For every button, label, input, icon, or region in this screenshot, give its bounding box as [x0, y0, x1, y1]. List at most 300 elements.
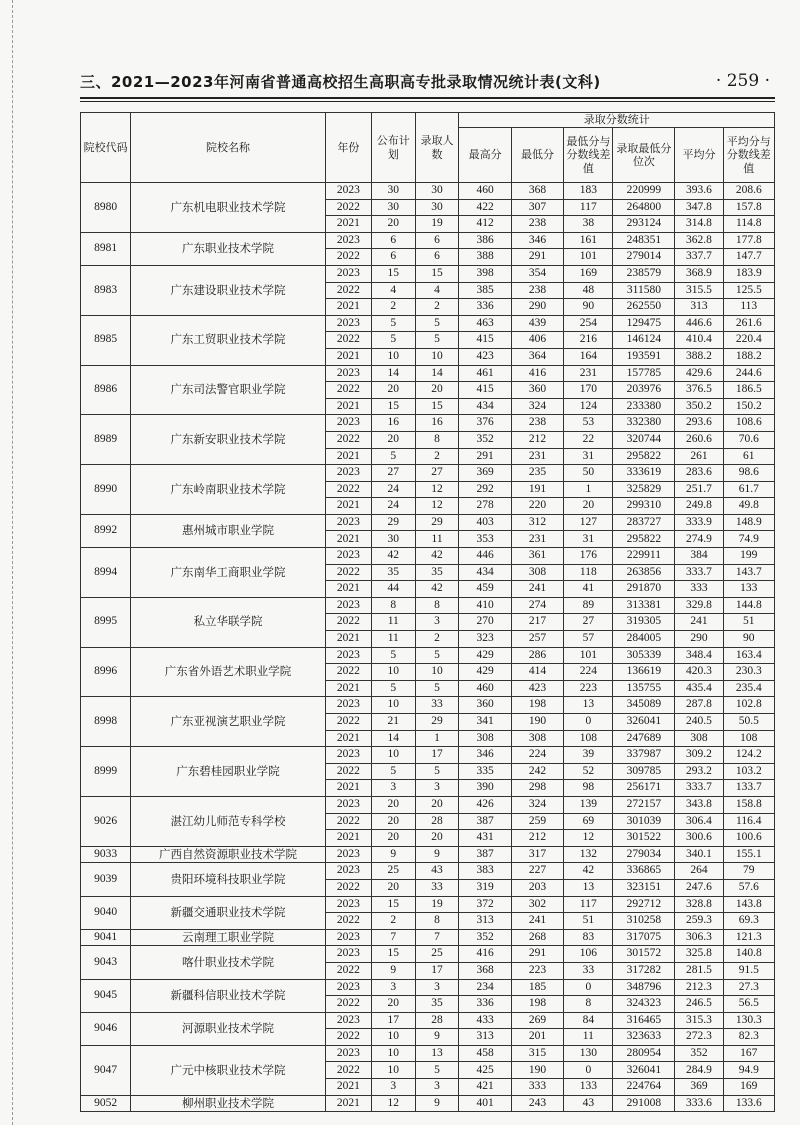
max-score-cell: 291	[459, 448, 511, 465]
admitted-cell: 2	[415, 448, 459, 465]
avg-diff-cell: 61	[723, 448, 774, 465]
admitted-cell: 28	[415, 1012, 459, 1029]
min-score-cell: 241	[511, 913, 563, 930]
min-diff-cell: 20	[564, 498, 613, 515]
min-diff-cell: 83	[564, 929, 613, 946]
rank-cell: 283727	[613, 514, 675, 531]
admitted-cell: 1	[415, 730, 459, 747]
admitted-cell: 29	[415, 714, 459, 731]
year-cell: 2022	[325, 199, 371, 216]
year-cell: 2021	[325, 498, 371, 515]
max-score-cell: 319	[459, 879, 511, 896]
rank-cell: 332380	[613, 415, 675, 432]
table-row	[81, 1012, 775, 1029]
max-score-cell: 278	[459, 498, 511, 515]
min-score-cell: 257	[511, 631, 563, 648]
admitted-cell: 35	[415, 564, 459, 581]
plan-cell: 20	[371, 830, 415, 847]
max-score-cell: 423	[459, 348, 511, 365]
avg-diff-cell: 244.6	[723, 365, 774, 382]
plan-cell: 5	[371, 680, 415, 697]
avg-score-cell: 410.4	[675, 332, 723, 349]
avg-diff-cell: 188.2	[723, 348, 774, 365]
admitted-cell: 11	[415, 531, 459, 548]
max-score-cell: 335	[459, 763, 511, 780]
avg-diff-cell: 167	[723, 1045, 774, 1062]
avg-diff-cell: 140.8	[723, 946, 774, 963]
admitted-cell: 8	[415, 431, 459, 448]
avg-score-cell: 340.1	[675, 846, 723, 863]
avg-diff-cell: 100.6	[723, 830, 774, 847]
min-diff-cell: 53	[564, 415, 613, 432]
max-score-cell: 401	[459, 1095, 511, 1112]
school-name-cell: 广东机电职业技术学院	[131, 183, 326, 233]
min-diff-cell: 0	[564, 979, 613, 996]
table-row	[81, 896, 775, 913]
rank-cell: 324323	[613, 996, 675, 1013]
max-score-cell: 383	[459, 863, 511, 880]
avg-score-cell: 348.4	[675, 647, 723, 664]
school-code-cell: 9040	[81, 896, 131, 929]
min-diff-cell: 108	[564, 730, 613, 747]
plan-cell: 7	[371, 929, 415, 946]
page-header	[80, 68, 770, 94]
plan-cell: 10	[371, 1045, 415, 1062]
rank-cell: 323151	[613, 879, 675, 896]
school-name-cell: 惠州城市职业学院	[131, 514, 326, 547]
avg-diff-cell: 74.9	[723, 531, 774, 548]
year-cell: 2023	[325, 597, 371, 614]
rank-cell: 311580	[613, 282, 675, 299]
min-diff-cell: 183	[564, 183, 613, 200]
avg-score-cell: 337.7	[675, 249, 723, 266]
min-score-cell: 364	[511, 348, 563, 365]
rank-cell: 193591	[613, 348, 675, 365]
table-header	[81, 113, 775, 183]
avg-score-cell: 309.2	[675, 747, 723, 764]
max-score-cell: 352	[459, 431, 511, 448]
min-diff-cell: 169	[564, 265, 613, 282]
rank-cell: 136619	[613, 664, 675, 681]
avg-score-cell: 446.6	[675, 315, 723, 332]
min-score-cell: 302	[511, 896, 563, 913]
min-diff-cell: 0	[564, 714, 613, 731]
rank-cell: 326041	[613, 714, 675, 731]
max-score-cell: 368	[459, 962, 511, 979]
admitted-cell: 15	[415, 265, 459, 282]
year-cell: 2023	[325, 1045, 371, 1062]
year-cell: 2023	[325, 929, 371, 946]
avg-diff-cell: 186.5	[723, 382, 774, 399]
avg-score-cell: 212.3	[675, 979, 723, 996]
avg-diff-cell: 49.8	[723, 498, 774, 515]
admitted-cell: 42	[415, 581, 459, 598]
min-score-cell: 423	[511, 680, 563, 697]
min-score-cell: 414	[511, 664, 563, 681]
avg-diff-cell: 50.5	[723, 714, 774, 731]
rank-cell: 301572	[613, 946, 675, 963]
table-row	[81, 979, 775, 996]
avg-score-cell: 315.5	[675, 282, 723, 299]
min-diff-cell: 98	[564, 780, 613, 797]
header-rule-thin	[80, 101, 775, 102]
year-cell: 2022	[325, 481, 371, 498]
year-cell: 2021	[325, 531, 371, 548]
rank-cell: 263856	[613, 564, 675, 581]
table-row	[81, 514, 775, 531]
table-row	[81, 846, 775, 863]
avg-diff-cell: 108.6	[723, 415, 774, 432]
avg-diff-cell: 150.2	[723, 398, 774, 415]
avg-score-cell: 333.9	[675, 514, 723, 531]
school-code-cell: 9039	[81, 863, 131, 896]
plan-cell: 27	[371, 465, 415, 482]
max-score-cell: 415	[459, 382, 511, 399]
min-diff-cell: 51	[564, 913, 613, 930]
rank-cell: 291870	[613, 581, 675, 598]
min-score-cell: 360	[511, 382, 563, 399]
plan-cell: 15	[371, 398, 415, 415]
min-score-cell: 241	[511, 581, 563, 598]
admitted-cell: 17	[415, 962, 459, 979]
avg-diff-cell: 125.5	[723, 282, 774, 299]
min-diff-cell: 13	[564, 879, 613, 896]
col-admitted-header: 录取人数	[415, 113, 459, 183]
avg-score-cell: 249.8	[675, 498, 723, 515]
max-score-cell: 429	[459, 664, 511, 681]
school-code-cell: 8989	[81, 415, 131, 465]
avg-score-cell: 333	[675, 581, 723, 598]
max-score-cell: 421	[459, 1079, 511, 1096]
max-score-cell: 458	[459, 1045, 511, 1062]
page-title: 三、2021—2023年河南省普通高校招生高职高专批录取情况统计表(文科)	[80, 72, 601, 91]
avg-diff-cell: 163.4	[723, 647, 774, 664]
max-score-cell: 403	[459, 514, 511, 531]
year-cell: 2021	[325, 1095, 371, 1112]
school-code-cell: 9043	[81, 946, 131, 979]
school-name-cell: 广东亚视演艺职业学院	[131, 697, 326, 747]
plan-cell: 12	[371, 1095, 415, 1112]
admitted-cell: 33	[415, 879, 459, 896]
min-score-cell: 231	[511, 448, 563, 465]
min-diff-cell: 90	[564, 299, 613, 316]
avg-score-cell: 283.6	[675, 465, 723, 482]
min-diff-cell: 130	[564, 1045, 613, 1062]
school-name-cell: 广东南华工商职业学院	[131, 548, 326, 598]
year-cell: 2022	[325, 664, 371, 681]
avg-score-cell: 350.2	[675, 398, 723, 415]
avg-score-cell: 281.5	[675, 962, 723, 979]
avg-diff-cell: 108	[723, 730, 774, 747]
avg-score-cell: 329.8	[675, 597, 723, 614]
col-min-header: 最低分	[511, 128, 563, 183]
min-score-cell: 308	[511, 730, 563, 747]
min-score-cell: 224	[511, 747, 563, 764]
rank-cell: 309785	[613, 763, 675, 780]
admitted-cell: 13	[415, 1045, 459, 1062]
year-cell: 2022	[325, 431, 371, 448]
min-diff-cell: 176	[564, 548, 613, 565]
admitted-cell: 15	[415, 398, 459, 415]
avg-diff-cell: 133.7	[723, 780, 774, 797]
table-row	[81, 415, 775, 432]
avg-diff-cell: 130.3	[723, 1012, 774, 1029]
avg-score-cell: 343.8	[675, 796, 723, 813]
avg-diff-cell: 57.6	[723, 879, 774, 896]
plan-cell: 15	[371, 265, 415, 282]
rank-cell: 220999	[613, 183, 675, 200]
min-diff-cell: 13	[564, 697, 613, 714]
school-name-cell: 柳州职业技术学院	[131, 1095, 326, 1112]
avg-score-cell: 384	[675, 548, 723, 565]
avg-score-cell: 352	[675, 1045, 723, 1062]
max-score-cell: 387	[459, 846, 511, 863]
avg-score-cell: 261	[675, 448, 723, 465]
avg-score-cell: 241	[675, 614, 723, 631]
year-cell: 2021	[325, 216, 371, 233]
max-score-cell: 270	[459, 614, 511, 631]
min-diff-cell: 254	[564, 315, 613, 332]
avg-score-cell: 293.2	[675, 763, 723, 780]
max-score-cell: 360	[459, 697, 511, 714]
admitted-cell: 33	[415, 697, 459, 714]
max-score-cell: 416	[459, 946, 511, 963]
min-score-cell: 406	[511, 332, 563, 349]
avg-score-cell: 393.6	[675, 183, 723, 200]
avg-diff-cell: 158.8	[723, 796, 774, 813]
avg-diff-cell: 235.4	[723, 680, 774, 697]
avg-score-cell: 306.4	[675, 813, 723, 830]
year-cell: 2023	[325, 747, 371, 764]
table-row	[81, 265, 775, 282]
min-score-cell: 243	[511, 1095, 563, 1112]
min-score-cell: 198	[511, 697, 563, 714]
min-diff-cell: 52	[564, 763, 613, 780]
avg-diff-cell: 82.3	[723, 1029, 774, 1046]
plan-cell: 20	[371, 796, 415, 813]
plan-cell: 30	[371, 199, 415, 216]
year-cell: 2022	[325, 996, 371, 1013]
plan-cell: 8	[371, 597, 415, 614]
rank-cell: 293124	[613, 216, 675, 233]
col-min-diff-header: 最低分与分数线差值	[564, 128, 613, 183]
min-diff-cell: 224	[564, 664, 613, 681]
plan-cell: 5	[371, 448, 415, 465]
admitted-cell: 17	[415, 747, 459, 764]
plan-cell: 11	[371, 631, 415, 648]
school-code-cell: 9041	[81, 929, 131, 946]
min-score-cell: 298	[511, 780, 563, 797]
avg-score-cell: 333.7	[675, 780, 723, 797]
admitted-cell: 28	[415, 813, 459, 830]
school-code-cell: 8996	[81, 647, 131, 697]
avg-score-cell: 264	[675, 863, 723, 880]
school-name-cell: 广东司法警官职业学院	[131, 365, 326, 415]
plan-cell: 5	[371, 647, 415, 664]
max-score-cell: 353	[459, 531, 511, 548]
min-diff-cell: 1	[564, 481, 613, 498]
max-score-cell: 434	[459, 398, 511, 415]
min-diff-cell: 33	[564, 962, 613, 979]
school-name-cell: 广西自然资源职业技术学院	[131, 846, 326, 863]
rank-cell: 247689	[613, 730, 675, 747]
min-diff-cell: 127	[564, 514, 613, 531]
school-name-cell: 喀什职业技术学院	[131, 946, 326, 979]
admitted-cell: 25	[415, 946, 459, 963]
min-score-cell: 308	[511, 564, 563, 581]
avg-diff-cell: 61.7	[723, 481, 774, 498]
avg-score-cell: 284.9	[675, 1062, 723, 1079]
avg-score-cell: 429.6	[675, 365, 723, 382]
avg-diff-cell: 113	[723, 299, 774, 316]
rank-cell: 319305	[613, 614, 675, 631]
col-group-header: 录取分数统计	[459, 113, 775, 128]
col-max-header: 最高分	[459, 128, 511, 183]
year-cell: 2021	[325, 299, 371, 316]
admitted-cell: 4	[415, 282, 459, 299]
min-score-cell: 203	[511, 879, 563, 896]
col-plan-header: 公布计划	[371, 113, 415, 183]
min-score-cell: 198	[511, 996, 563, 1013]
min-diff-cell: 31	[564, 531, 613, 548]
page-number: · 259 ·	[715, 71, 770, 91]
rank-cell: 157785	[613, 365, 675, 382]
rank-cell: 323633	[613, 1029, 675, 1046]
plan-cell: 2	[371, 299, 415, 316]
avg-score-cell: 435.4	[675, 680, 723, 697]
max-score-cell: 390	[459, 780, 511, 797]
min-diff-cell: 43	[564, 1095, 613, 1112]
plan-cell: 15	[371, 896, 415, 913]
min-score-cell: 238	[511, 282, 563, 299]
max-score-cell: 372	[459, 896, 511, 913]
school-code-cell: 9047	[81, 1045, 131, 1095]
plan-cell: 9	[371, 962, 415, 979]
max-score-cell: 386	[459, 232, 511, 249]
rank-cell: 301039	[613, 813, 675, 830]
admitted-cell: 7	[415, 929, 459, 946]
rank-cell: 256171	[613, 780, 675, 797]
admitted-cell: 5	[415, 1062, 459, 1079]
max-score-cell: 463	[459, 315, 511, 332]
min-score-cell: 291	[511, 249, 563, 266]
min-diff-cell: 117	[564, 896, 613, 913]
rank-cell: 316465	[613, 1012, 675, 1029]
avg-diff-cell: 143.8	[723, 896, 774, 913]
rank-cell: 229911	[613, 548, 675, 565]
avg-diff-cell: 147.7	[723, 249, 774, 266]
avg-score-cell: 246.5	[675, 996, 723, 1013]
rank-cell: 310258	[613, 913, 675, 930]
max-score-cell: 398	[459, 265, 511, 282]
min-diff-cell: 164	[564, 348, 613, 365]
avg-diff-cell: 94.9	[723, 1062, 774, 1079]
admitted-cell: 29	[415, 514, 459, 531]
admitted-cell: 12	[415, 498, 459, 515]
plan-cell: 5	[371, 332, 415, 349]
school-code-cell: 8998	[81, 697, 131, 747]
col-name-header: 院校名称	[131, 113, 326, 183]
year-cell: 2022	[325, 763, 371, 780]
school-code-cell: 9033	[81, 846, 131, 863]
min-diff-cell: 50	[564, 465, 613, 482]
avg-score-cell: 314.8	[675, 216, 723, 233]
min-diff-cell: 223	[564, 680, 613, 697]
admitted-cell: 5	[415, 332, 459, 349]
avg-score-cell: 369	[675, 1079, 723, 1096]
year-cell: 2023	[325, 548, 371, 565]
max-score-cell: 434	[459, 564, 511, 581]
year-cell: 2021	[325, 1079, 371, 1096]
avg-diff-cell: 143.7	[723, 564, 774, 581]
avg-diff-cell: 27.3	[723, 979, 774, 996]
max-score-cell: 292	[459, 481, 511, 498]
school-code-cell: 8992	[81, 514, 131, 547]
table-row	[81, 1095, 775, 1112]
table-row	[81, 548, 775, 565]
rank-cell: 224764	[613, 1079, 675, 1096]
max-score-cell: 234	[459, 979, 511, 996]
avg-score-cell: 247.6	[675, 879, 723, 896]
school-name-cell: 广东岭南职业技术学院	[131, 465, 326, 515]
avg-score-cell: 333.6	[675, 1095, 723, 1112]
table-row	[81, 315, 775, 332]
min-score-cell: 220	[511, 498, 563, 515]
table-row	[81, 747, 775, 764]
plan-cell: 24	[371, 481, 415, 498]
rank-cell: 295822	[613, 448, 675, 465]
school-code-cell: 8980	[81, 183, 131, 233]
plan-cell: 2	[371, 913, 415, 930]
min-score-cell: 286	[511, 647, 563, 664]
min-diff-cell: 216	[564, 332, 613, 349]
min-score-cell: 238	[511, 415, 563, 432]
year-cell: 2023	[325, 465, 371, 482]
year-cell: 2023	[325, 896, 371, 913]
year-cell: 2021	[325, 448, 371, 465]
max-score-cell: 426	[459, 796, 511, 813]
min-diff-cell: 231	[564, 365, 613, 382]
min-score-cell: 217	[511, 614, 563, 631]
min-score-cell: 416	[511, 365, 563, 382]
min-diff-cell: 170	[564, 382, 613, 399]
school-name-cell: 广东碧桂园职业学院	[131, 747, 326, 797]
min-score-cell: 185	[511, 979, 563, 996]
rank-cell: 280954	[613, 1045, 675, 1062]
avg-diff-cell: 157.8	[723, 199, 774, 216]
admitted-cell: 2	[415, 631, 459, 648]
plan-cell: 3	[371, 780, 415, 797]
avg-score-cell: 290	[675, 631, 723, 648]
admitted-cell: 9	[415, 846, 459, 863]
year-cell: 2023	[325, 979, 371, 996]
min-diff-cell: 118	[564, 564, 613, 581]
table-row	[81, 796, 775, 813]
admitted-cell: 27	[415, 465, 459, 482]
year-cell: 2022	[325, 614, 371, 631]
school-code-cell: 8999	[81, 747, 131, 797]
max-score-cell: 369	[459, 465, 511, 482]
avg-diff-cell: 169	[723, 1079, 774, 1096]
min-diff-cell: 57	[564, 631, 613, 648]
school-code-cell: 8983	[81, 265, 131, 315]
max-score-cell: 313	[459, 1029, 511, 1046]
year-cell: 2022	[325, 564, 371, 581]
avg-diff-cell: 148.9	[723, 514, 774, 531]
rank-cell: 233380	[613, 398, 675, 415]
plan-cell: 5	[371, 315, 415, 332]
rank-cell: 238579	[613, 265, 675, 282]
